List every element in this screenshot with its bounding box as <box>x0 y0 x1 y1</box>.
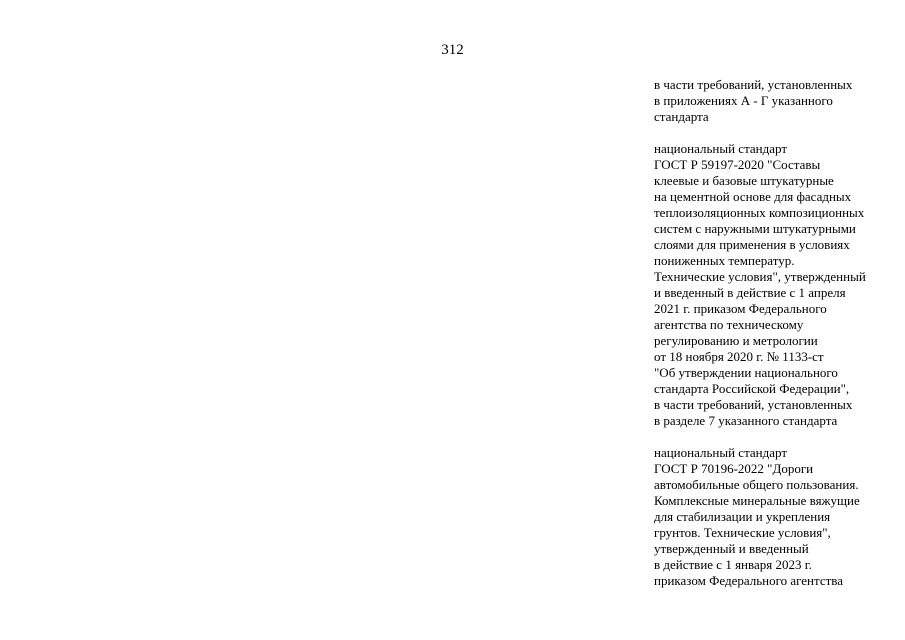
text-line: в части требований, установленных <box>654 397 853 412</box>
text-line: 2021 г. приказом Федерального <box>654 301 827 316</box>
text-line: грунтов. Технические условия", <box>654 525 831 540</box>
text-line: пониженных температур. <box>654 253 795 268</box>
text-line: ГОСТ Р 70196-2022 "Дороги <box>654 461 814 476</box>
text-block-gost-59197 <box>654 141 894 429</box>
text-line: национальный стандарт <box>654 445 788 460</box>
text-line: в части требований, установленных <box>654 77 853 92</box>
text-line: национальный стандарт <box>654 141 788 156</box>
text-line: стандарта <box>654 109 709 124</box>
text-line: и введенный в действие с 1 апреля <box>654 285 846 300</box>
text-line: приказом Федерального агентства <box>654 573 844 588</box>
text-line: в действие с 1 января 2023 г. <box>654 557 812 572</box>
text-block-gost-70196 <box>654 445 894 589</box>
text-line: стандарта Российской Федерации", <box>654 381 850 396</box>
text-line: в приложениях А - Г указанного <box>654 93 833 108</box>
text-line: утвержденный и введенный <box>654 541 809 556</box>
text-line: агентства по техническому <box>654 317 804 332</box>
text-line: Технические условия", утвержденный <box>654 269 866 284</box>
text-line: в разделе 7 указанного стандарта <box>654 413 838 428</box>
text-line: слоями для применения в условиях <box>654 237 850 252</box>
text-block-appendix-requirements <box>654 77 894 125</box>
text-line: от 18 ноября 2020 г. № 1133-ст <box>654 349 824 364</box>
text-line: автомобильные общего пользования. <box>654 477 859 492</box>
text-line: теплоизоляционных композиционных <box>654 205 865 220</box>
text-line: на цементной основе для фасадных <box>654 189 852 204</box>
document-text-column <box>654 77 894 605</box>
text-line: регулированию и метрологии <box>654 333 818 348</box>
text-line: "Об утверждении национального <box>654 365 838 380</box>
text-line: систем с наружными штукатурными <box>654 221 856 236</box>
text-line: для стабилизации и укрепления <box>654 509 831 524</box>
text-line: ГОСТ Р 59197-2020 "Составы <box>654 157 821 172</box>
page-number: 312 <box>441 42 464 58</box>
text-line: Комплексные минеральные вяжущие <box>654 493 860 508</box>
text-line: клеевые и базовые штукатурные <box>654 173 834 188</box>
